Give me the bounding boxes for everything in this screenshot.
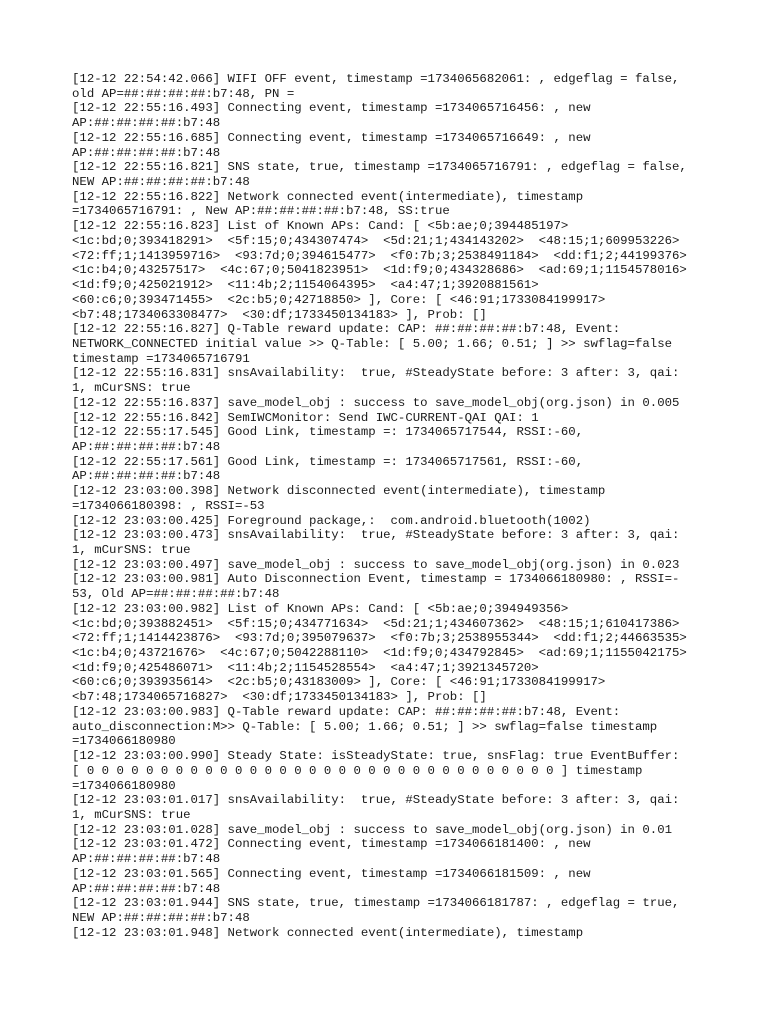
- log-line: =1734066180980: [72, 734, 176, 749]
- log-line: 1, mCurSNS: true: [72, 543, 191, 557]
- log-line: [12-12 23:03:00.982] List of Known APs: Cand: [ <5b:ae;0;394949356>: [72, 601, 569, 616]
- log-line: 1, mCurSNS: true: [72, 807, 191, 822]
- log-line: [12-12 23:03:01.565] Connecting event, timestamp =1734066181509: , new: [72, 866, 591, 881]
- log-line: <b7:48;1734063308477> <30:df;1733450134183> ], Prob: []: [72, 307, 487, 322]
- log-line: <60:c6;0;393935614> <2c:b5;0;43183009> ], Core: [ <46:91;1733084199917>: [72, 675, 606, 690]
- log-line: <1d:f9;0;425021912> <11:4b;2;1154064395> <a4:47;1;3920881561>: [72, 278, 539, 293]
- log-line: [12-12 23:03:00.473] snsAvailability: true, #SteadyState before: 3 after: 3, qai:: [72, 528, 680, 543]
- log-line: 1, mCurSNS: true: [72, 381, 191, 396]
- log-line: [12-12 22:55:16.827] Q-Table reward update: CAP: ##:##:##:##:b7:48, Event:: [72, 322, 621, 337]
- log-line: [12-12 23:03:01.948] Network connected event(intermediate), timestamp: [72, 925, 584, 940]
- log-line: [12-12 22:55:16.842] SemIWCMonitor: Send IWC-CURRENT-QAI QAI: 1: [72, 410, 539, 425]
- log-line: NETWORK_CONNECTED initial value >> Q-Table: [ 5.00; 1.66; 0.51; ] >> swflag=false: [72, 336, 673, 351]
- log-line: <72:ff;1;1413959716> <93:7d;0;394615477> <f0:7b;3;2538491184> <dd:f1;2;44199376>: [72, 248, 687, 263]
- log-line: old AP=##:##:##:##:b7:48, PN =: [72, 86, 295, 101]
- log-line: <b7:48;1734065716827> <30:df;1733450134183> ], Prob: []: [72, 690, 487, 705]
- log-line: [12-12 22:55:16.823] List of Known APs: Cand: [ <5b:ae;0;394485197>: [72, 219, 569, 234]
- log-line: =1734066180980: [72, 778, 176, 793]
- log-line: <72:ff;1;1414423876> <93:7d;0;395079637> <f0:7b;3;2538955344> <dd:f1;2;44663535>: [72, 631, 687, 646]
- log-line: [12-12 22:55:16.822] Network connected event(intermediate), timestamp: [72, 189, 584, 204]
- log-line: [12-12 23:03:00.497] save_model_obj : success to save_model_obj(org.json) in 0.023: [72, 557, 680, 572]
- log-line: AP:##:##:##:##:b7:48: [72, 145, 221, 160]
- log-line: AP:##:##:##:##:b7:48: [72, 469, 221, 484]
- log-line: [12-12 22:54:42.066] WIFI OFF event, timestamp =1734065682061: , edgeflag = false,: [72, 72, 680, 86]
- log-line: [ 0 0 0 0 0 0 0 0 0 0 0 0 0 0 0 0 0 0 0 0 0 0 0 0 0 0 0 0 0 0 0 0 ] timestamp: [72, 763, 643, 778]
- log-line: [12-12 22:55:16.831] snsAvailability: true, #SteadyState before: 3 after: 3, qai:: [72, 366, 680, 381]
- log-line: [12-12 23:03:00.398] Network disconnected event(intermediate), timestamp: [72, 484, 606, 499]
- log-line: <1c:b4;0;43721676> <4c:67;0;5042288110> <1d:f9;0;434792845> <ad:69;1;1155042175>: [72, 646, 687, 661]
- log-line: <1c:bd;0;393418291> <5f:15;0;434307474> <5d:21;1;434143202> <48:15;1;609953226>: [72, 233, 680, 248]
- log-line: [12-12 23:03:00.990] Steady State: isSteadyState: true, snsFlag: true EventBuffer:: [72, 749, 680, 764]
- log-line: <60:c6;0;393471455> <2c:b5;0;42718850> ], Core: [ <46:91;1733084199917>: [72, 292, 606, 307]
- log-line: [12-12 23:03:00.425] Foreground package,: com.android.bluetooth(1002): [72, 513, 591, 528]
- log-line: timestamp =1734065716791: [72, 351, 250, 366]
- log-line: <1d:f9;0;425486071> <11:4b;2;1154528554> <a4:47;1;3921345720>: [72, 660, 539, 675]
- log-line: [12-12 22:55:17.561] Good Link, timestamp =: 1734065717561, RSSI:-60,: [72, 454, 584, 469]
- log-line: 53, Old AP=##:##:##:##:b7:48: [72, 587, 280, 602]
- log-line: auto_disconnection:M>> Q-Table: [ 5.00; 1.66; 0.51; ] >> swflag=false timestamp: [72, 719, 658, 734]
- log-line: <1c:bd;0;393882451> <5f:15;0;434771634> <5d:21;1;434607362> <48:15;1;610417386>: [72, 616, 680, 631]
- log-line: AP:##:##:##:##:b7:48: [72, 852, 221, 867]
- log-line: [12-12 22:55:16.685] Connecting event, timestamp =1734065716649: , new: [72, 130, 591, 145]
- log-line: <1c:b4;0;43257517> <4c:67;0;5041823951> <1d:f9;0;434328686> <ad:69;1;1154578016>: [72, 263, 687, 278]
- log-line: [12-12 22:55:17.545] Good Link, timestamp =: 1734065717544, RSSI:-60,: [72, 425, 584, 440]
- log-line: [12-12 22:55:16.493] Connecting event, timestamp =1734065716456: , new: [72, 101, 591, 116]
- log-line: AP:##:##:##:##:b7:48: [72, 881, 221, 896]
- log-line: AP:##:##:##:##:b7:48: [72, 439, 221, 454]
- log-line: [12-12 23:03:00.983] Q-Table reward update: CAP: ##:##:##:##:b7:48, Event:: [72, 704, 621, 719]
- log-line: NEW AP:##:##:##:##:b7:48: [72, 175, 250, 190]
- log-text-block: [72, 72, 712, 940]
- log-line: AP:##:##:##:##:b7:48: [72, 116, 221, 131]
- log-line: [12-12 23:03:01.472] Connecting event, timestamp =1734066181400: , new: [72, 837, 591, 852]
- log-line: =1734066180398: , RSSI=-53: [72, 498, 265, 513]
- log-line: [12-12 23:03:01.028] save_model_obj : success to save_model_obj(org.json) in 0.01: [72, 822, 673, 837]
- log-line: [12-12 23:03:01.017] snsAvailability: true, #SteadyState before: 3 after: 3, qai:: [72, 793, 680, 808]
- log-line: [12-12 22:55:16.821] SNS state, true, timestamp =1734065716791: , edgeflag = false,: [72, 160, 687, 175]
- log-line: [12-12 23:03:01.944] SNS state, true, timestamp =1734066181787: , edgeflag = true,: [72, 896, 680, 911]
- log-line: [12-12 23:03:00.981] Auto Disconnection Event, timestamp = 1734066180980: , RSSI=-: [72, 572, 680, 587]
- log-line: [12-12 22:55:16.837] save_model_obj : success to save_model_obj(org.json) in 0.005: [72, 395, 680, 410]
- log-line: NEW AP:##:##:##:##:b7:48: [72, 910, 250, 925]
- log-line: =1734065716791: , New AP:##:##:##:##:b7:48, SS:true: [72, 204, 450, 219]
